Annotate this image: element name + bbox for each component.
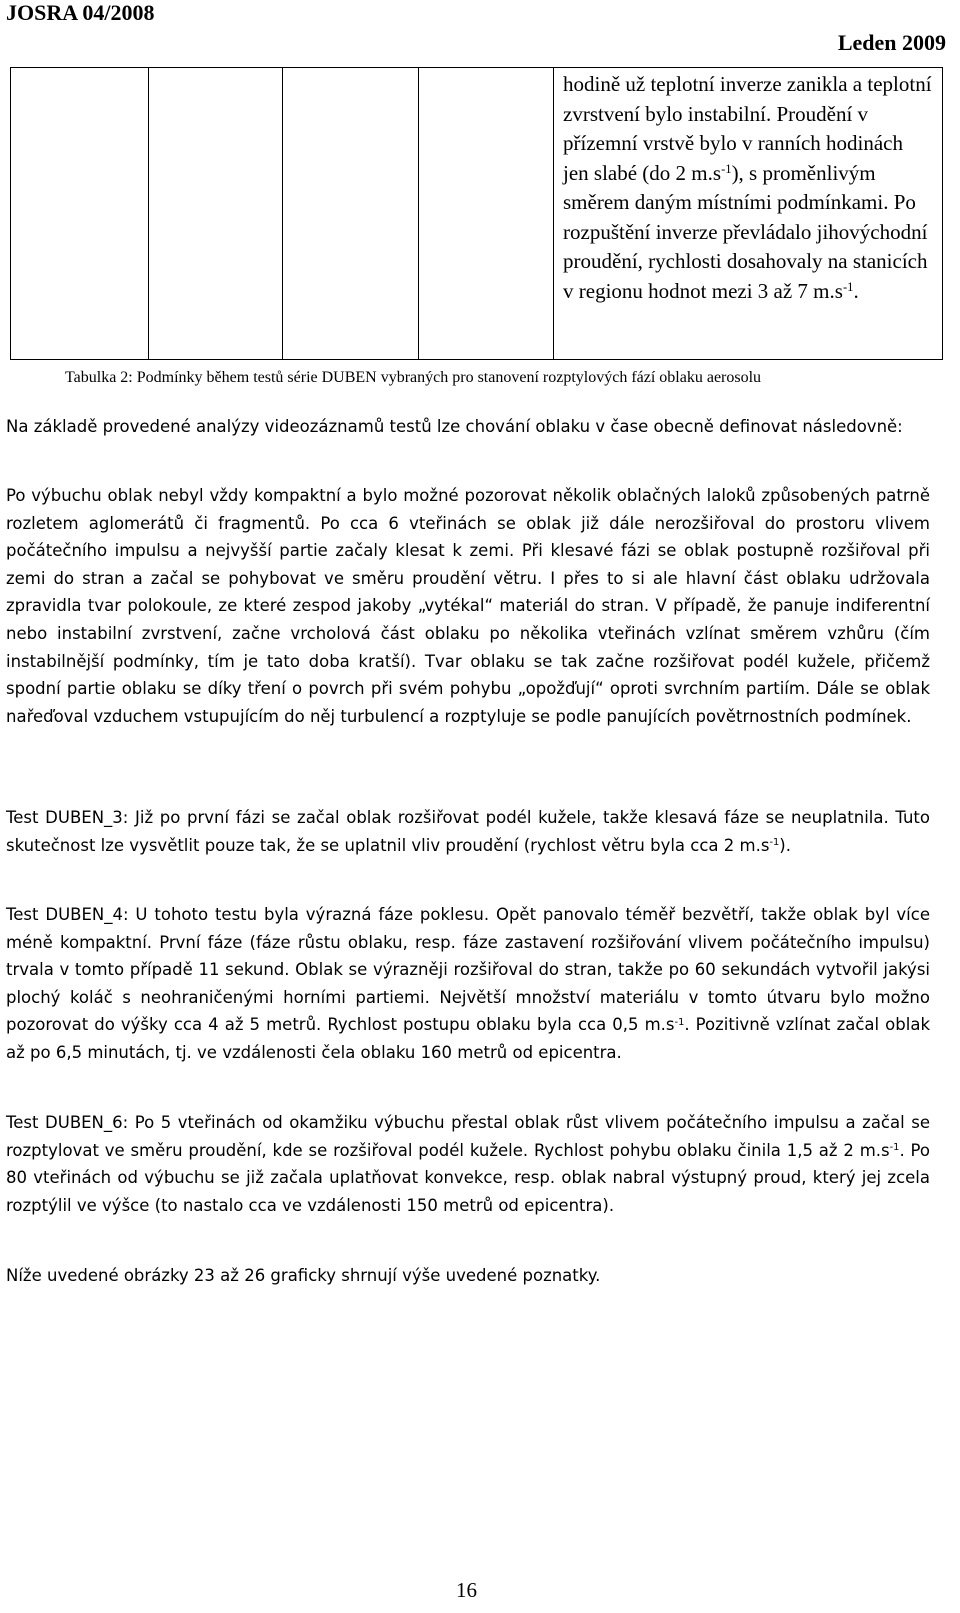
- paragraph-test-duben-6: Test DUBEN_6: Po 5 vteřinách od okamžiku výbuchu přestal oblak růst vlivem počátečního impulsu a začal se rozptylovat ve směru proudění, kde se rozšiřoval podél kužele. Rychlost pohybu oblaku činila 1,5 až 2 $m.s^{-1}$. Po 80 vteřinách od výbuchu se již začala uplatňovat konvekce, resp. oblak nabral výstupný proud, který jej zcela rozptýlil ve výšce (to nastalo cca ve vzdálenosti 150 metrů od epicentra).: [6, 1113, 930, 1215]
- date-header: Leden 2009: [837, 30, 946, 55]
- table-column-divider: [282, 68, 283, 359]
- page-number: 16: [456, 1578, 477, 1602]
- table-column-divider: [418, 68, 419, 359]
- paragraph-test-duben-3: Test DUBEN_3: Již po první fázi se začal oblak rozšiřovat podél kužele, takže klesavá fáze se neuplatnila. Tuto skutečnost lze vysvětlit pouze tak, že se uplatnil vliv proudění (rychlost větru byla cca 2 $m.s^{-1}$).: [6, 808, 930, 855]
- paragraph-figures-note: Níže uvedené obrázky 23 až 26 graficky shrnují výše uvedené poznatky.: [6, 1266, 601, 1285]
- paragraph-cloud-behavior: Po výbuchu oblak nebyl vždy kompaktní a bylo možné pozorovat několik oblačných laloků způsobených patrně rozletem aglomerátů či fragmentů. Po cca 6 vteřinách se oblak již dále nerozšiřoval do prostoru vlivem počátečního impulsu a nejvyšší partie začaly klesat k zemi. Při klesavé fázi se oblak postupně rozšiřoval při zemi do stran a začal se pohybovat ve směru proudění větru. I přes to si ale hlavní část oblaku udržovala zpravidla tvar polokoule, ze které zespod jakoby „vytékal“ materiál do stran. V případě, že panuje indiferentní nebo instabilní zvrstvení, začne vrcholová část oblaku po několika vteřinách vzlínat směrem vzhůru (čím instabilnější podmínky, tím je tato doba kratší). Tvar oblaku se tak začne rozšiřovat podél kužele, přičemž spodní partie oblaku se díky tření o povrch při svém pohybu „opožďují“ oproti svrchním partiím. Dále se oblak nařeďoval vzduchem vstupujícím do něj turbulencí a rozptyluje se podle panujících povětrnostních podmínek.: [6, 486, 930, 726]
- table-cell-conditions: hodině už teplotní inverze zanikla a teplotní zvrstvení bylo instabilní. Proudění v přízemní vrstvě bylo v ranních hodinách jen slabé (do 2 $m.s^{-1}$), s proměnlivým směrem daným místními podmínkami. Po rozpuštění inverze převládalo jihovýchodní proudění, rychlosti dosahovaly na stanicích v regionu hodnot mezi 3 až 7 $m.s^{-1}$.: [563, 72, 932, 303]
- table-column-divider: [553, 68, 554, 359]
- table-column-divider: [148, 68, 149, 359]
- journal-header: JOSRA 04/2008: [6, 0, 155, 25]
- paragraph-test-duben-4: Test DUBEN_4: U tohoto testu byla výrazná fáze poklesu. Opět panovalo téměř bezvětří, takže oblak byl více méně kompaktní. První fáze (fáze růstu oblaku, resp. fáze zastavení rozšiřování vlivem počátečního impulsu) trvala v tomto případě 11 sekund. Oblak se výrazněji rozšiřoval do stran, takže po 60 sekundách vytvořil jakýsi plochý koláč s neohraničenými horními partiemi. Největší množství materiálu v tomto útvaru bylo možno pozorovat do výšky cca 4 až 5 metrů. Rychlost postupu oblaku byla cca 0,5 $m.s^{-1}$. Pozitivně vzlínat začal oblak až po 6,5 minutách, tj. ve vzdálenosti čela oblaku 160 metrů od epicentra.: [6, 905, 930, 1062]
- conditions-table: [10, 67, 943, 360]
- paragraph-intro: Na základě provedené analýzy videozáznamů testů lze chování oblaku v čase obecně definovat následovně:: [6, 417, 903, 436]
- table-caption: Tabulka 2: Podmínky během testů série DUBEN vybraných pro stanovení rozptylových fází oblaku aerosolu: [65, 369, 762, 386]
